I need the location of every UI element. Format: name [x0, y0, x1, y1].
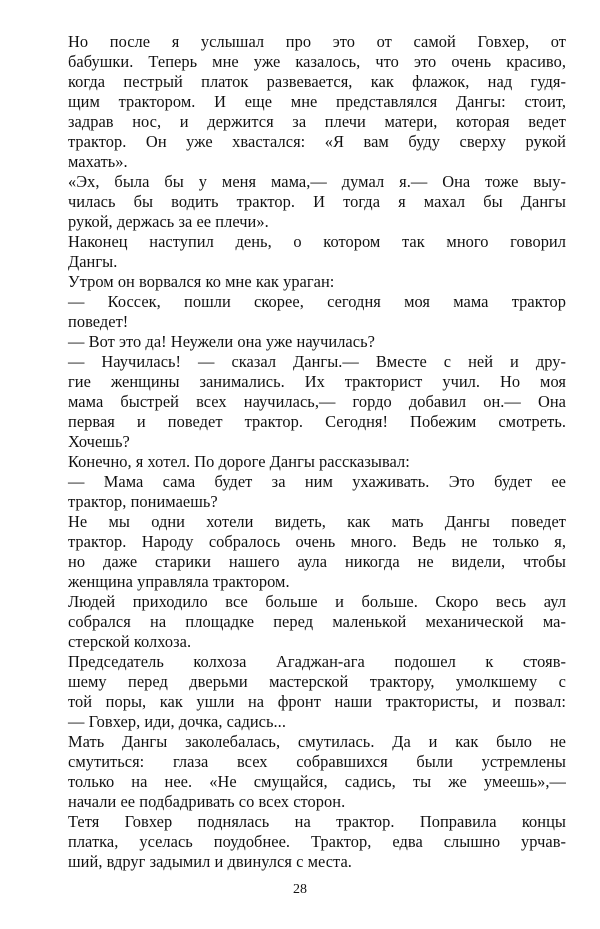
text-line: Мать Дангы заколебалась, смутилась. Да и как было не — [68, 732, 566, 751]
text-line: поведет! — [68, 312, 129, 331]
text-line: шему перед дверьми мастерской трактору, умолкшему с — [68, 672, 566, 691]
text-line: смутиться: глаза всех собравшихся были устремлены — [68, 752, 566, 771]
text-line: — Вот это да! Неужели она уже научилась? — [68, 332, 375, 351]
page-number: 28 — [293, 882, 307, 897]
text-line: — Научилась! — сказал Дангы.— Вместе с ней и дру- — [68, 352, 566, 371]
text-line: трактор. Народу собралось очень много. Ведь не только я, — [68, 532, 566, 551]
text-line: но даже старики нашего аула никогда не видели, чтобы — [68, 552, 566, 571]
text-line: рукой, держась за ее плечи». — [68, 212, 269, 231]
text-line: Утром он ворвался ко мне как ураган: — [68, 272, 335, 291]
text-line: Председатель колхоза Агаджан-ага подошел к стояв- — [68, 652, 566, 671]
text-line: — Говхер, иди, дочка, садись... — [68, 712, 286, 731]
text-line: ший, вдруг задымил и двинулся с места. — [68, 852, 352, 871]
text-line: той поры, как ушли на фронт наши трактористы, и позвал: — [68, 692, 566, 711]
text-line: собрался на площадке перед маленькой механической ма- — [68, 612, 566, 631]
text-line: начали ее подбадривать со всех сторон. — [68, 792, 346, 811]
text-line: женщина управляла трактором. — [68, 572, 290, 591]
text-line: — Мама сама будет за ним ухаживать. Это будет ее — [68, 472, 566, 491]
text-line: — Коссек, пошли скорее, сегодня моя мама трактор — [68, 292, 566, 311]
text-line: Наконец наступил день, о котором так много говорил — [68, 232, 566, 251]
text-line: когда пестрый платок развевается, как флажок, над гудя- — [68, 72, 566, 91]
text-line: задрав нос, и держится за плечи матери, которая ведет — [68, 112, 566, 131]
text-line: гие женщины занимались. Их тракторист учил. Но моя — [68, 372, 566, 391]
text-line: Дангы. — [68, 252, 118, 271]
text-line: «Эх, была бы у меня мама,— думал я.— Она тоже выу- — [68, 172, 566, 191]
text-line: мама быстрей всех научилась,— гордо добавил он.— Она — [68, 392, 566, 411]
text-line: Хочешь? — [68, 432, 130, 451]
text-line: Тетя Говхер поднялась на трактор. Поправила концы — [68, 812, 566, 831]
text-line: Конечно, я хотел. По дороге Дангы рассказывал: — [68, 452, 410, 471]
text-line: чилась бы водить трактор. И тогда я махал бы Дангы — [68, 192, 566, 211]
text-line: Людей приходило все больше и больше. Скоро весь аул — [68, 592, 566, 611]
text-line: Но после я услышал про это от самой Говхер, от — [68, 32, 566, 51]
text-line: бабушки. Теперь мне уже казалось, что это очень красиво, — [68, 52, 566, 71]
text-line: трактор, понимаешь? — [68, 492, 218, 511]
text-line: только на нее. «Не смущайся, садись, ты же умеешь»,— — [68, 772, 566, 791]
text-line: щим трактором. И еще мне представлялся Дангы: стоит, — [68, 92, 566, 111]
text-line: платка, уселась поудобнее. Трактор, едва слышно урчав- — [68, 832, 566, 851]
text-line: махать». — [68, 152, 128, 171]
text-line: трактор. Он уже хвастался: «Я вам буду сверху рукой — [68, 132, 566, 151]
text-line: Не мы одни хотели видеть, как мать Дангы поведет — [68, 512, 566, 531]
text-line: первая и поведет трактор. Сегодня! Побежим смотреть. — [68, 412, 566, 431]
text-line: стерской колхоза. — [68, 632, 192, 651]
